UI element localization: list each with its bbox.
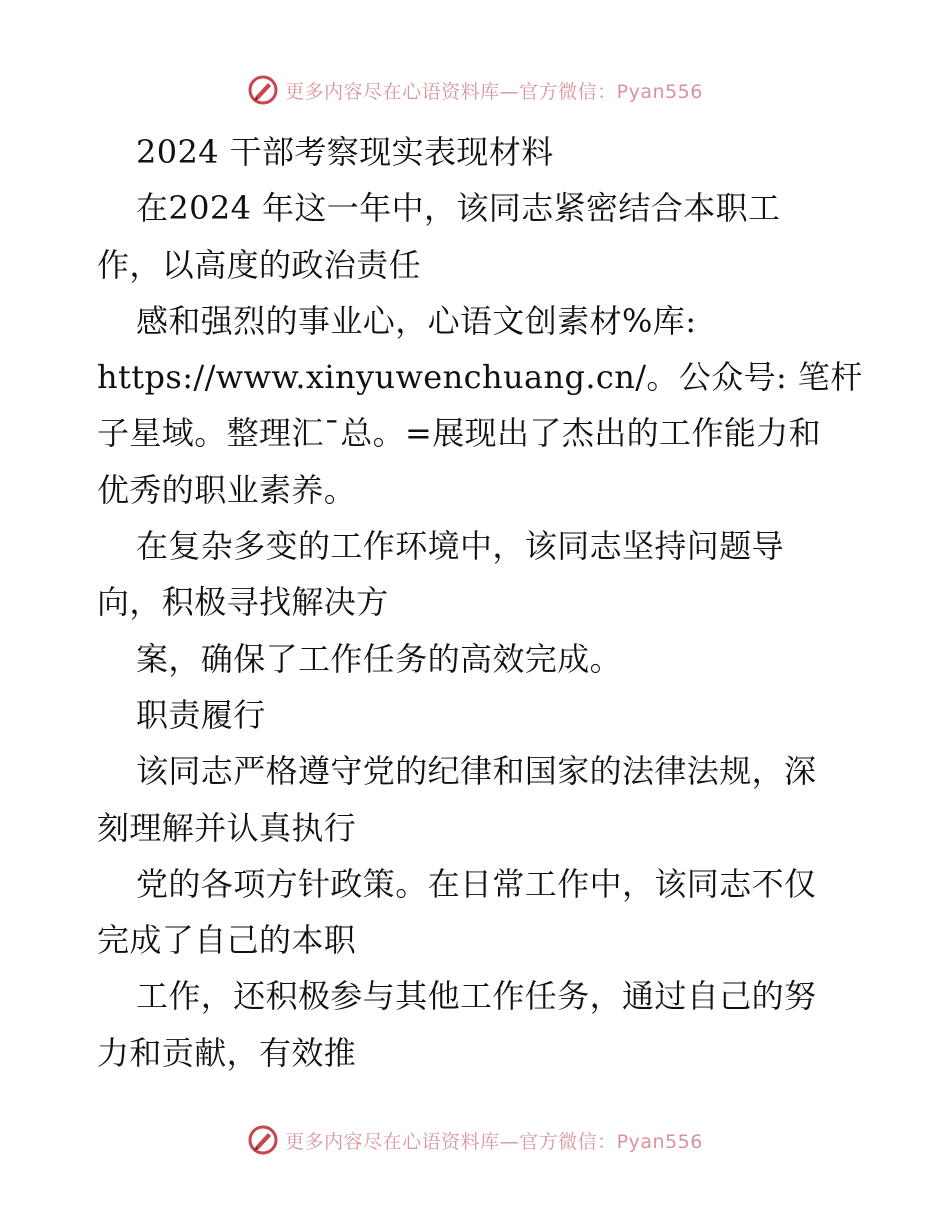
body-text-line: 作，以高度的政治责任 bbox=[97, 245, 422, 284]
body-text-line: 子星域。整理汇¯总。=展现出了杰出的工作能力和 bbox=[97, 414, 822, 453]
pen-nib-icon bbox=[247, 1124, 279, 1156]
body-text-line: 工作，还积极参与其他工作任务，通过自己的努 bbox=[136, 977, 817, 1016]
header-watermark-banner bbox=[0, 70, 950, 110]
body-text-line: 感和强烈的事业心，心语文创素材%库: bbox=[136, 301, 697, 340]
body-text-line: 2024 干部考察现实表现材料 bbox=[136, 133, 554, 171]
body-text-line: 在复杂多变的工作环境中，该同志坚持问题导 bbox=[136, 527, 785, 566]
body-text-line: https://www.xinyuwenchuang.cn/。公众号: 笔杆 bbox=[97, 358, 863, 397]
body-text-line: 向，积极寻找解决方 bbox=[97, 583, 389, 622]
watermark-text: 更多内容尽在心语资料库—官方微信：Pyan556 bbox=[285, 1130, 703, 1153]
body-text-line: 力和贡献，有效推 bbox=[97, 1033, 357, 1072]
body-text-line: 完成了自己的本职 bbox=[97, 921, 357, 960]
body-text-line: 优秀的职业素养。 bbox=[97, 470, 357, 509]
body-text-line: 该同志严格遵守党的纪律和国家的法律法规，深 bbox=[136, 752, 817, 791]
body-text-line: 党的各项方针政策。在日常工作中，该同志不仅 bbox=[136, 864, 817, 903]
body-text-line: 职责履行 bbox=[136, 695, 266, 734]
document-body bbox=[97, 124, 867, 1081]
footer-watermark-banner bbox=[0, 1120, 950, 1160]
body-text-line: 刻理解并认真执行 bbox=[97, 808, 357, 847]
body-text-line: 在2024 年这一年中，该同志紧密结合本职工 bbox=[136, 189, 781, 228]
pen-nib-icon bbox=[247, 74, 279, 106]
watermark-text: 更多内容尽在心语资料库—官方微信：Pyan556 bbox=[285, 80, 703, 103]
body-text-line: 案，确保了工作任务的高效完成。 bbox=[136, 639, 623, 678]
